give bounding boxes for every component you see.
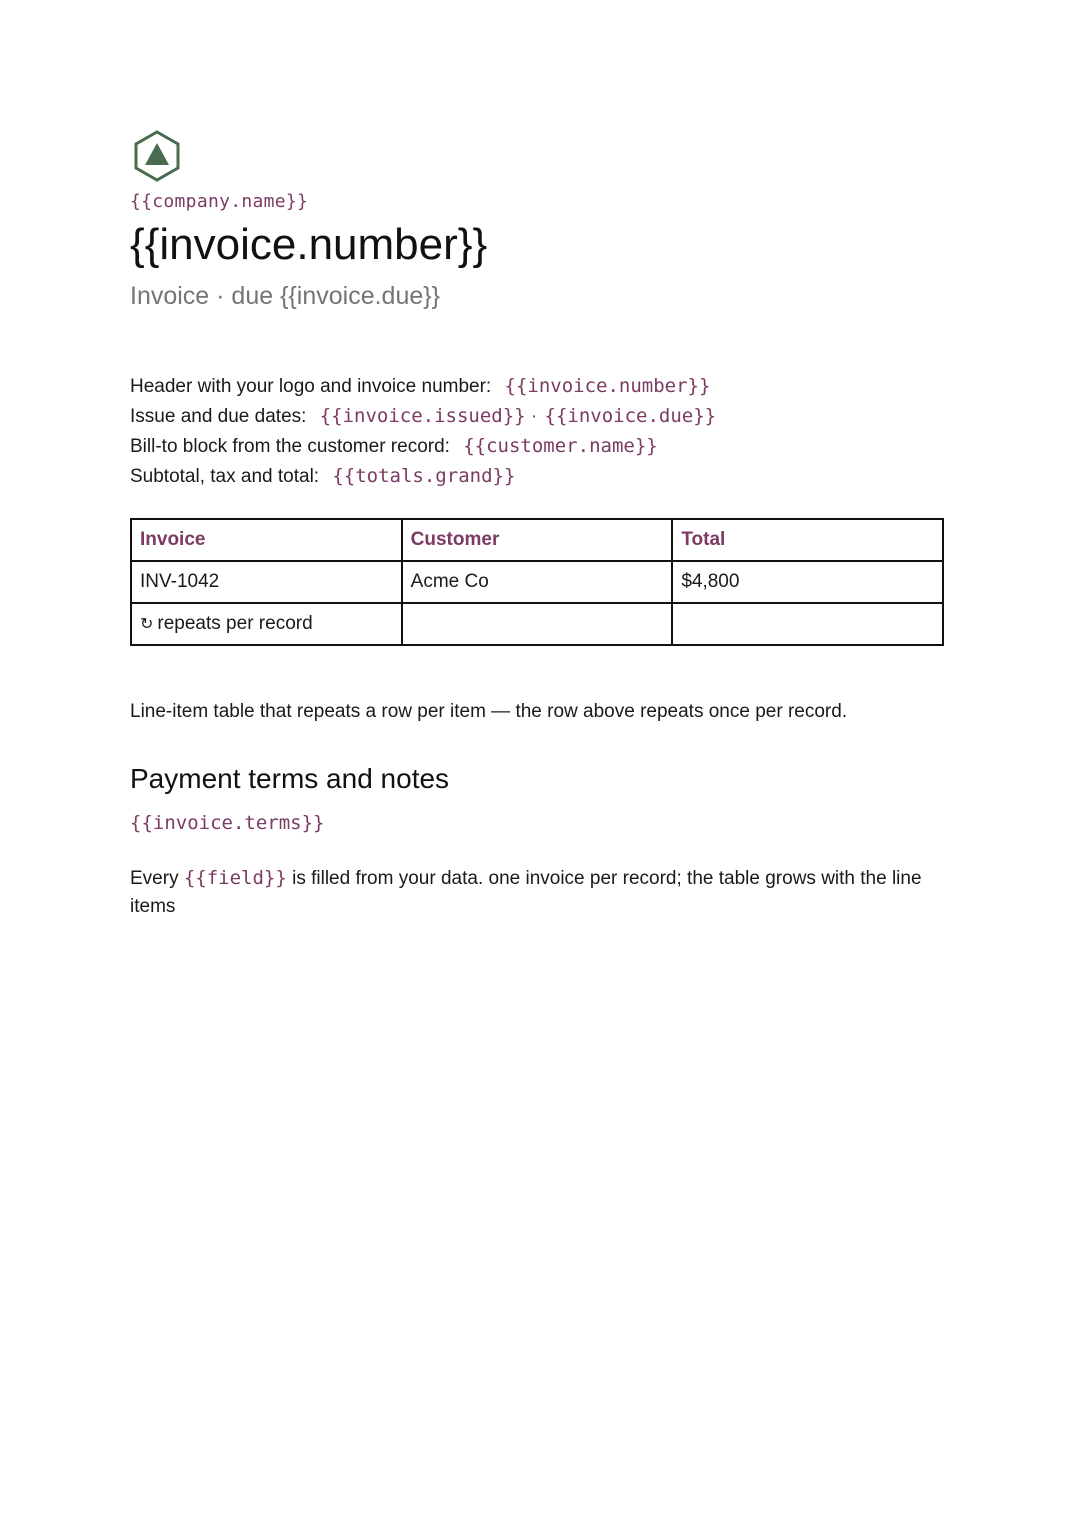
empty-cell xyxy=(402,603,673,645)
invoice-template-page xyxy=(130,130,945,921)
repeat-icon: ↻ xyxy=(140,616,154,633)
field-label: Bill-to block from the customer record: xyxy=(130,436,450,457)
field-row-dates xyxy=(130,401,945,431)
payment-terms-heading: Payment terms and notes xyxy=(130,763,450,794)
field-token: {{invoice.issued}} xyxy=(319,405,526,427)
field-list xyxy=(130,371,945,491)
empty-cell xyxy=(672,603,943,645)
cell-customer: Acme Co xyxy=(402,561,673,603)
footer-note xyxy=(130,864,930,921)
field-label: Subtotal, tax and total: xyxy=(130,466,320,487)
footer-text-after: is filled from your data. one invoice per record; the table grows with the line items xyxy=(130,868,922,917)
column-header-total: Total xyxy=(672,519,943,561)
column-header-invoice: Invoice xyxy=(131,519,402,561)
repeat-cell xyxy=(131,603,402,645)
dates-separator: · xyxy=(530,406,538,427)
field-token: {{invoice.number}} xyxy=(504,375,711,397)
cell-total: $4,800 xyxy=(672,561,943,603)
column-header-customer: Customer xyxy=(402,519,673,561)
field-row-billto xyxy=(130,431,945,461)
field-label: Header with your logo and invoice number: xyxy=(130,376,492,397)
table-row xyxy=(131,561,943,603)
footer-text-before: Every xyxy=(130,868,179,889)
company-name-placeholder: {{company.name}} xyxy=(130,191,309,212)
field-token: {{field}} xyxy=(183,867,287,889)
invoice-subtitle: Invoice · due {{invoice.due}} xyxy=(130,282,440,310)
field-token: {{customer.name}} xyxy=(463,435,658,457)
hexagon-triangle-logo-icon xyxy=(131,130,183,182)
field-row-header xyxy=(130,371,945,401)
repeat-row xyxy=(131,603,943,645)
field-label: Issue and due dates: xyxy=(130,406,307,427)
cell-invoice: INV-1042 xyxy=(131,561,402,603)
line-item-note: Line-item table that repeats a row per item — the row above repeats once per record. xyxy=(130,701,848,722)
field-row-totals xyxy=(130,461,945,491)
table-header-row xyxy=(131,519,943,561)
field-token: {{invoice.due}} xyxy=(544,405,717,427)
invoice-table xyxy=(130,518,944,646)
repeat-label: repeats per record xyxy=(157,613,313,634)
invoice-number-title: {{invoice.number}} xyxy=(130,220,488,269)
field-token: {{totals.grand}} xyxy=(332,465,516,487)
invoice-terms-placeholder: {{invoice.terms}} xyxy=(130,812,325,834)
